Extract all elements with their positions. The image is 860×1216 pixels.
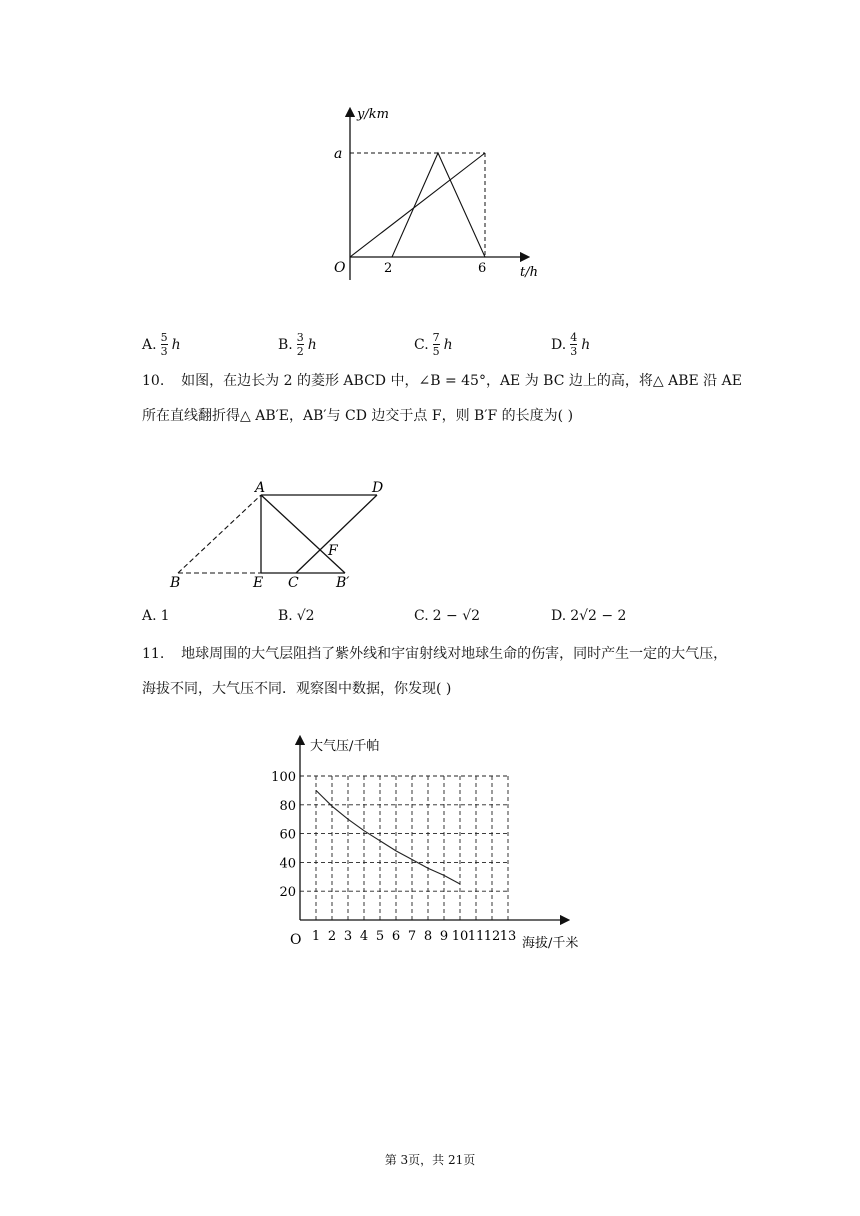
q11-grid [300,776,508,920]
y-tick-label: 40 [279,856,296,872]
q9-a-label: a [334,146,343,162]
q9-distance-time-graph [300,100,560,290]
q9-x-axis-label: t/h [520,265,538,280]
x-tick-label: 8 [423,929,433,944]
q11-y-axis-label: 大气压/千帕 [310,739,380,754]
q9-option-a[interactable]: A. $\frac{5}{3}$ h [142,331,181,358]
q9-y-axis-label: y/km [357,107,389,122]
q11-x-axis-label: 海拔/千米 [522,936,579,951]
x-tick-label: 1 [311,929,321,944]
x-tick-label: 5 [375,929,385,944]
q10-label-a: A [255,480,266,496]
y-tick-label: 20 [279,885,296,901]
q10-label-f: F [328,543,338,559]
q11-pressure-chart [260,730,600,955]
x-tick-label: 6 [391,929,401,944]
fraction: $\frac{5}{3}$ [160,331,168,358]
q10-label-d: D [372,480,384,496]
q10-stem-1: 如图，在边长为 2 的菱形 ABCD 中，∠B = 45°，AE 为 BC 边上的高，将△ ABE 沿 AE [181,373,742,389]
q9-line-2 [392,153,485,257]
x-tick-label: 10 [451,929,469,944]
q10-label-b-prime: B′ [336,575,350,591]
q10-label-b: B [170,575,181,591]
x-tick-label: 3 [343,929,353,944]
q10-rhombus-figure [160,475,400,595]
q11-line-1 [142,644,727,664]
fraction: $\frac{7}{5}$ [432,331,440,358]
x-tick-label: 12 [483,929,501,944]
q9-origin-label: O [334,260,346,276]
q10-option-a[interactable]: A. 1 [142,608,170,624]
q10-number: 10. [142,373,165,389]
q9-option-b[interactable]: B. $\frac{3}{2}$ h [278,331,317,358]
q10-label-e: E [253,575,264,591]
q10-label-c: C [288,575,299,591]
q10-line-1 [142,371,742,391]
x-tick-label: 9 [439,929,449,944]
x-tick-label: 7 [407,929,417,944]
q11-number: 11. [142,646,165,662]
q11-stem-1: 地球周围的大气层阻挡了紫外线和宇宙射线对地球生命的伤害，同时产生一定的大气压， [181,646,728,662]
fraction: $\frac{3}{2}$ [296,331,304,358]
q11-ticks [271,770,516,944]
q10-line-2: 所在直线翻折得△ AB′E，AB′与 CD 边交于点 F，则 B′F 的长度为( ) [142,408,574,424]
q10-option-b[interactable]: B. √2 [278,608,315,624]
q11-line-2: 海拔不同，大气压不同．观察图中数据，你发现( ) [142,681,452,697]
q9-option-d[interactable]: D. $\frac{4}{3}$ h [551,331,591,358]
x-tick-label: 2 [327,929,337,944]
x-tick-label: 11 [467,929,485,944]
q9-option-c[interactable]: C. $\frac{7}{5}$ h [414,331,453,358]
q10-option-c[interactable]: C. 2 − √2 [414,608,481,624]
y-tick-label: 60 [279,827,296,843]
page-footer: 第 3页，共 21页 [384,1153,476,1167]
q10-option-d[interactable]: D. 2√2 − 2 [551,608,627,624]
x-tick-label: 13 [499,929,517,944]
y-tick-label: 100 [271,770,296,785]
q9-tick-6: 6 [478,261,487,276]
q9-line-1 [350,153,485,257]
q9-tick-2: 2 [384,261,393,276]
y-tick-label: 80 [279,798,296,814]
x-tick-label: 4 [359,929,369,944]
q11-origin-label: O [290,932,302,948]
fraction: $\frac{4}{3}$ [570,331,578,358]
